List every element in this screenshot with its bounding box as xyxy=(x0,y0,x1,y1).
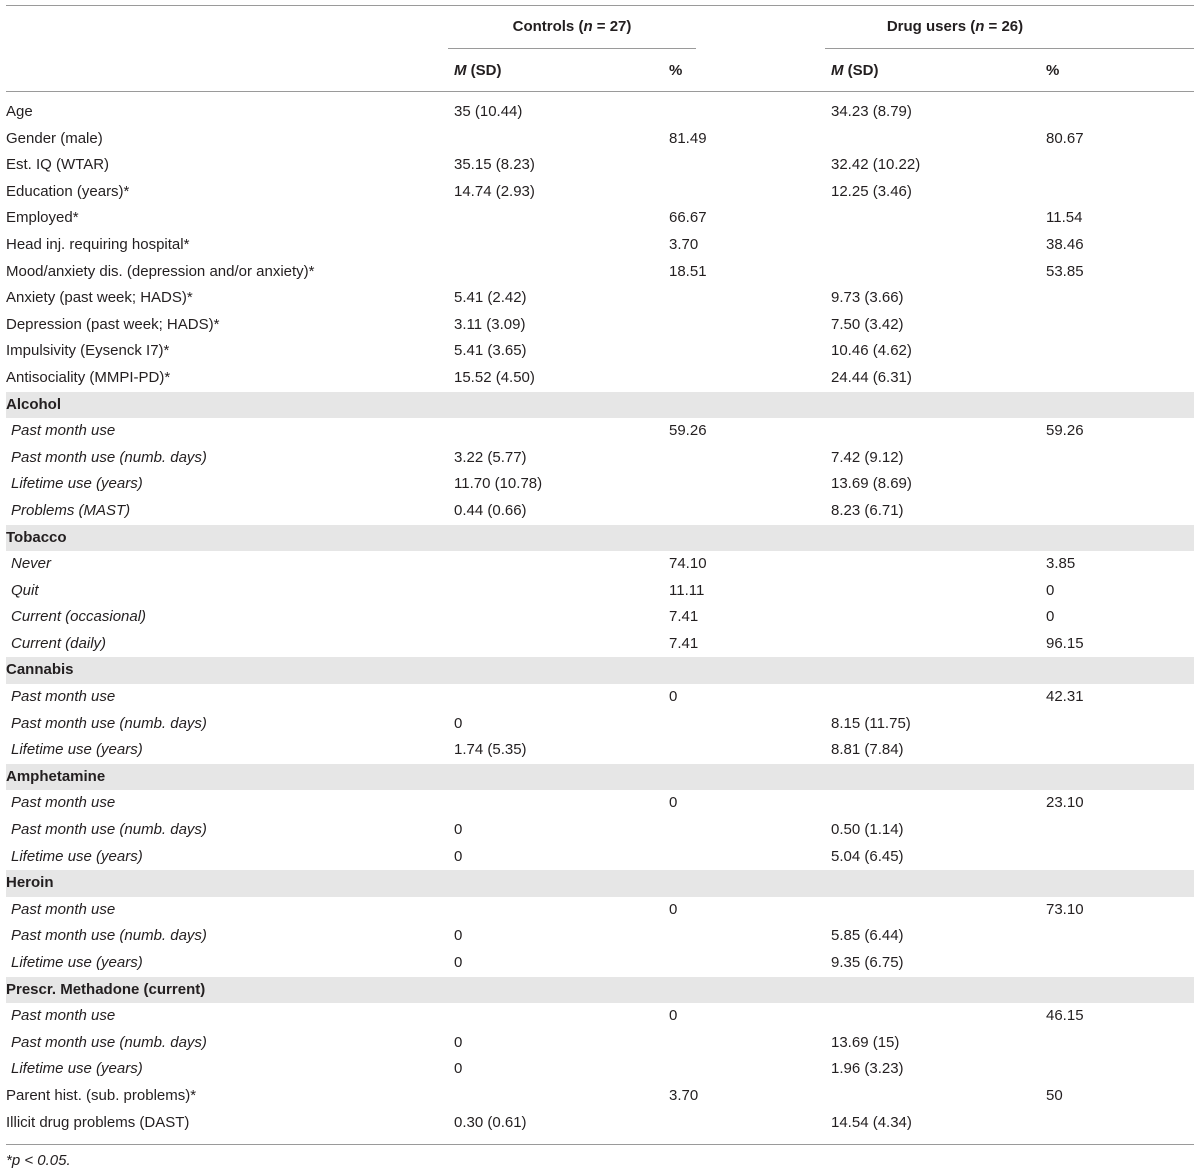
row-label: Past month use (numb. days) xyxy=(11,448,207,466)
row-label: Past month use xyxy=(11,900,116,918)
cell-controls-pct: 3.70 xyxy=(669,235,699,253)
row-label: Illicit drug problems (DAST) xyxy=(6,1113,190,1131)
table-row xyxy=(6,445,1194,472)
cell-controls-pct: 59.26 xyxy=(669,422,707,440)
row-label: Past month use (numb. days) xyxy=(11,714,207,732)
row-label: Employed* xyxy=(6,209,79,227)
cell-drug-msd: 5.85 (6.44) xyxy=(831,927,904,945)
subheader-drug-pct: % xyxy=(1046,62,1060,79)
row-label: Cannabis xyxy=(6,661,74,679)
cell-drug-pct: 59.26 xyxy=(1046,422,1084,440)
subheader-controls-pct: % xyxy=(669,62,683,79)
cell-controls-msd: 15.52 (4.50) xyxy=(454,368,535,386)
row-label: Past month use xyxy=(11,794,116,812)
row-label: Education (years)* xyxy=(6,182,130,200)
section-header-row xyxy=(6,657,1194,684)
cell-drug-pct: 11.54 xyxy=(1046,209,1083,227)
row-label: Lifetime use (years) xyxy=(11,1060,143,1078)
table-row xyxy=(6,152,1194,179)
row-label: Current (occasional) xyxy=(11,608,147,626)
row-label: Past month use (numb. days) xyxy=(11,927,207,945)
row-label: Current (daily) xyxy=(11,634,107,652)
section-header-row xyxy=(6,392,1194,419)
bottom-rule xyxy=(6,1144,1194,1145)
group-rule-controls xyxy=(448,48,696,49)
row-label: Lifetime use (years) xyxy=(11,475,143,493)
cell-controls-pct: 3.70 xyxy=(669,1086,699,1104)
cell-drug-msd: 34.23 (8.79) xyxy=(831,103,912,120)
table-row xyxy=(6,684,1194,711)
section-header-row xyxy=(6,870,1194,897)
table-row xyxy=(6,471,1194,498)
table-row xyxy=(6,1056,1194,1083)
section-header-row xyxy=(6,525,1194,552)
cell-controls-msd: 0 xyxy=(454,1060,463,1078)
cell-controls-msd: 0 xyxy=(454,927,463,945)
table-row xyxy=(6,418,1194,445)
cell-drug-msd: 13.69 (8.69) xyxy=(831,475,912,493)
cell-controls-msd: 3.11 (3.09) xyxy=(454,315,526,333)
table-row xyxy=(6,259,1194,286)
cell-controls-msd: 11.70 (10.78) xyxy=(454,475,543,493)
row-label: Heroin xyxy=(6,874,54,892)
table-row xyxy=(6,1003,1194,1030)
row-label: Past month use xyxy=(11,1007,116,1025)
group-header-drug-users: Drug users (n = 26) xyxy=(886,18,1024,35)
header-rule xyxy=(6,91,1194,92)
cell-controls-pct: 81.49 xyxy=(669,129,707,147)
cell-drug-msd: 10.46 (4.62) xyxy=(831,342,912,360)
cell-drug-msd: 1.96 (3.23) xyxy=(831,1060,904,1078)
cell-controls-msd: 5.41 (3.65) xyxy=(454,342,527,360)
table-row xyxy=(6,498,1194,525)
row-label: Anxiety (past week; HADS)* xyxy=(6,289,193,307)
row-label: Head inj. requiring hospital* xyxy=(6,235,190,253)
cell-controls-pct: 11.11 xyxy=(669,581,705,599)
cell-controls-pct: 0 xyxy=(669,1007,678,1025)
table-row xyxy=(6,790,1194,817)
cell-drug-msd: 13.69 (15) xyxy=(831,1033,900,1051)
cell-drug-pct: 0 xyxy=(1046,581,1055,599)
table-row xyxy=(6,950,1194,977)
table-row xyxy=(6,897,1194,924)
cell-controls-pct: 0 xyxy=(669,794,678,812)
table-row xyxy=(6,232,1194,259)
row-label: Quit xyxy=(11,581,39,599)
cell-drug-msd: 14.54 (4.34) xyxy=(831,1113,912,1131)
cell-controls-msd: 3.22 (5.77) xyxy=(454,448,527,466)
cell-drug-pct: 96.15 xyxy=(1046,634,1084,652)
cell-drug-msd: 24.44 (6.31) xyxy=(831,368,912,386)
table-row xyxy=(6,817,1194,844)
row-label: Amphetamine xyxy=(6,767,106,785)
row-label: Antisociality (MMPI-PD)* xyxy=(6,368,171,386)
top-rule xyxy=(6,5,1194,6)
cell-drug-pct: 23.10 xyxy=(1046,794,1084,812)
table-row xyxy=(6,923,1194,950)
cell-controls-msd: 0 xyxy=(454,714,463,732)
cell-drug-msd: 7.42 (9.12) xyxy=(831,448,904,466)
cell-controls-pct: 7.41 xyxy=(669,608,699,626)
cell-drug-msd: 9.35 (6.75) xyxy=(831,954,904,971)
cell-drug-pct: 3.85 xyxy=(1046,555,1076,573)
table-row xyxy=(6,285,1194,312)
cell-drug-pct: 42.31 xyxy=(1046,688,1084,706)
cell-controls-msd: 35 (10.44) xyxy=(454,103,523,120)
table-row xyxy=(6,1030,1194,1057)
table-row xyxy=(6,338,1194,365)
cell-controls-pct: 66.67 xyxy=(669,209,707,227)
row-label: Est. IQ (WTAR) xyxy=(6,156,110,174)
row-label: Mood/anxiety dis. (depression and/or anxiety)* xyxy=(6,262,315,280)
cell-drug-msd: 0.50 (1.14) xyxy=(831,821,904,839)
table-row xyxy=(6,1083,1194,1110)
table-row xyxy=(6,578,1194,605)
row-label: Past month use (numb. days) xyxy=(11,1033,207,1051)
cell-controls-msd: 1.74 (5.35) xyxy=(454,741,527,759)
cell-controls-msd: 5.41 (2.42) xyxy=(454,289,527,307)
row-label: Past month use (numb. days) xyxy=(11,821,207,839)
cell-drug-pct: 0 xyxy=(1046,608,1055,626)
row-label: Lifetime use (years) xyxy=(11,954,143,971)
cell-drug-msd: 12.25 (3.46) xyxy=(831,182,912,200)
cell-controls-msd: 0 xyxy=(454,847,463,865)
cell-controls-msd: 0 xyxy=(454,1033,463,1051)
cell-controls-msd: 0.44 (0.66) xyxy=(454,501,527,519)
cell-controls-msd: 0.30 (0.61) xyxy=(454,1113,527,1131)
table-row xyxy=(6,179,1194,206)
row-label: Parent hist. (sub. problems)* xyxy=(6,1086,197,1104)
cell-controls-pct: 0 xyxy=(669,688,678,706)
cell-drug-pct: 50 xyxy=(1046,1086,1063,1104)
row-label: Impulsivity (Eysenck I7)* xyxy=(6,342,170,360)
cell-drug-msd: 8.81 (7.84) xyxy=(831,741,904,759)
row-label: Gender (male) xyxy=(6,129,103,147)
subheader-drug-msd: M (SD) xyxy=(831,62,879,79)
table-row xyxy=(6,1110,1194,1137)
table-body xyxy=(6,99,1194,1136)
row-label: Problems (MAST) xyxy=(11,501,131,519)
table-row xyxy=(6,711,1194,738)
cell-controls-msd: 35.15 (8.23) xyxy=(454,156,535,174)
cell-drug-msd: 7.50 (3.42) xyxy=(831,315,904,333)
cell-drug-msd: 9.73 (3.66) xyxy=(831,289,904,307)
cell-controls-msd: 0 xyxy=(454,821,463,839)
table-row xyxy=(6,365,1194,392)
table-row xyxy=(6,551,1194,578)
table-row xyxy=(6,99,1194,126)
table-row xyxy=(6,205,1194,232)
cell-controls-pct: 7.41 xyxy=(669,634,699,652)
cell-drug-pct: 73.10 xyxy=(1046,900,1084,918)
cell-drug-pct: 38.46 xyxy=(1046,235,1084,253)
cell-drug-pct: 53.85 xyxy=(1046,262,1084,280)
cell-controls-pct: 18.51 xyxy=(669,262,707,280)
row-label: Depression (past week; HADS)* xyxy=(6,315,220,333)
row-label: Age xyxy=(6,103,33,120)
row-label: Lifetime use (years) xyxy=(11,847,143,865)
row-label: Past month use xyxy=(11,422,116,440)
cell-drug-pct: 46.15 xyxy=(1046,1007,1084,1025)
row-label: Tobacco xyxy=(6,528,67,546)
table-row xyxy=(6,631,1194,658)
row-label: Past month use xyxy=(11,688,116,706)
subheader-controls-msd: M (SD) xyxy=(454,62,502,79)
cell-drug-pct: 80.67 xyxy=(1046,129,1084,147)
group-header-controls: Controls (n = 27) xyxy=(512,18,632,35)
row-label: Prescr. Methadone (current) xyxy=(6,980,206,998)
table-row xyxy=(6,604,1194,631)
table-row xyxy=(6,844,1194,871)
row-label: Alcohol xyxy=(6,395,61,413)
table-row xyxy=(6,312,1194,339)
section-header-row xyxy=(6,764,1194,791)
table-row xyxy=(6,737,1194,764)
table-row xyxy=(6,126,1194,153)
cell-drug-msd: 8.15 (11.75) xyxy=(831,714,911,732)
group-rule-drug-users xyxy=(825,48,1194,49)
row-label: Never xyxy=(11,555,52,573)
cell-controls-pct: 0 xyxy=(669,900,678,918)
cell-controls-msd: 0 xyxy=(454,954,463,971)
footnote: *p < 0.05. xyxy=(6,1152,71,1169)
cell-drug-msd: 32.42 (10.22) xyxy=(831,156,921,174)
cell-drug-msd: 5.04 (6.45) xyxy=(831,847,904,865)
row-label: Lifetime use (years) xyxy=(11,741,143,759)
cell-controls-msd: 14.74 (2.93) xyxy=(454,182,535,200)
cell-drug-msd: 8.23 (6.71) xyxy=(831,501,904,519)
cell-controls-pct: 74.10 xyxy=(669,555,707,573)
section-header-row xyxy=(6,977,1194,1004)
